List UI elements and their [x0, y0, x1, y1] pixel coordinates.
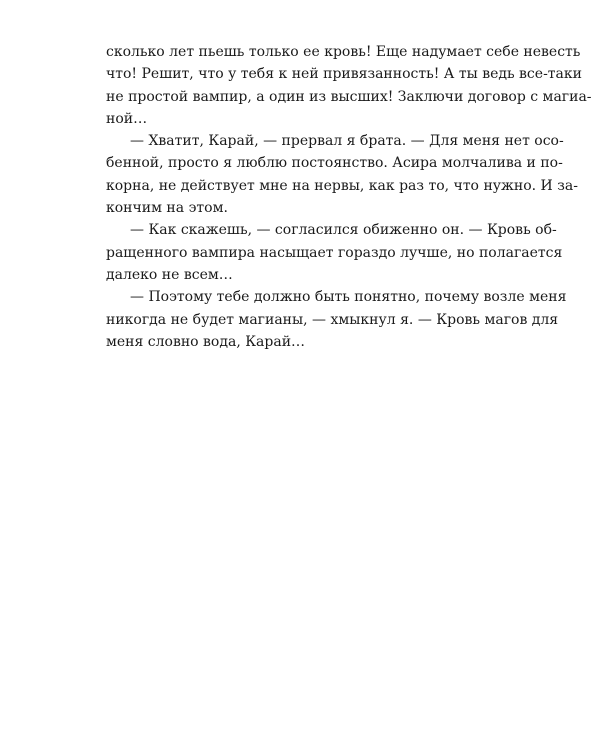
text-line: бенной, просто я люблю постоянство. Асира молчалива и по- [106, 155, 563, 172]
text-line: — Как скажешь, — согласился обиженно он. — Кровь об- [130, 222, 557, 239]
body-text [106, 41, 592, 353]
text-line: никогда не будет магианы, — хмыкнул я. — Кровь магов для [106, 311, 559, 328]
text-line: корна, не действует мне на нервы, как раз то, что нужно. И за- [106, 177, 578, 194]
text-line: меня словно вода, Карай… [106, 333, 306, 350]
text-line: — Хватит, Карай, — прервал я брата. — Для меня нет осо- [130, 133, 564, 150]
text-line: — Поэтому тебе должно быть понятно, почему возле меня [130, 289, 567, 306]
text-line: кончим на этом. [106, 200, 228, 217]
text-line: что! Решит, что у тебя к ней привязанность! А ты ведь все-таки [106, 66, 582, 83]
text-line: ращенного вампира насыщает гораздо лучше, но полагается [106, 244, 563, 261]
text-line: ной… [106, 110, 148, 127]
text-line: не простой вампир, а один из высших! Заключи договор с магиа- [106, 88, 592, 105]
text-line: сколько лет пьешь только ее кровь! Еще надумает себе невесть [106, 44, 581, 60]
text-line: далеко не всем… [106, 266, 233, 283]
